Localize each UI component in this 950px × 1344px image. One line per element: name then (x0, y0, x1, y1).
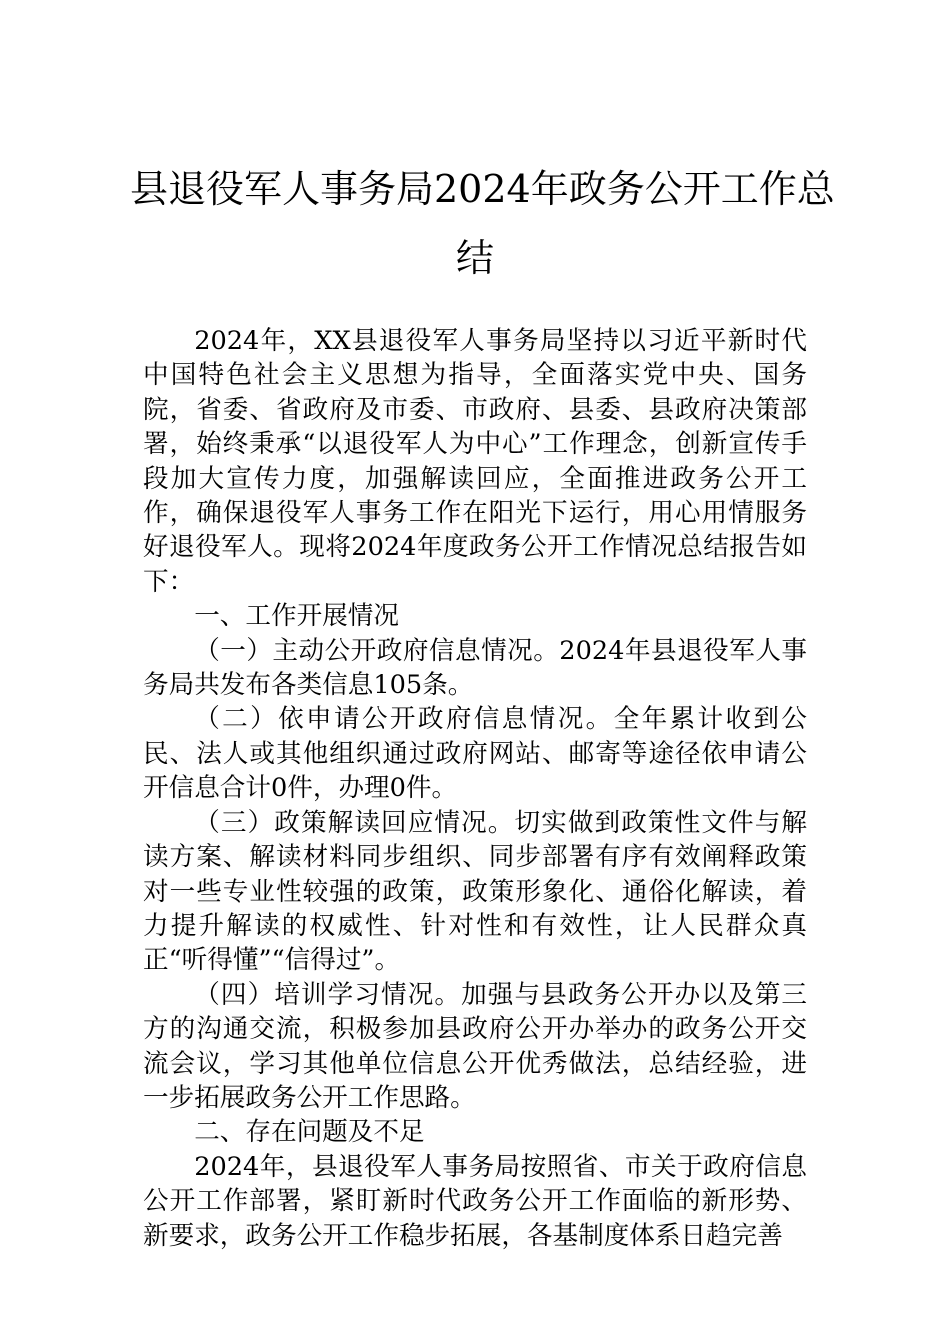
problems-paragraph: 2024年，县退役军人事务局按照省、市关于政府信息公开工作部署，紧盯新时代政务公开工作面临的新形势、新要求，政务公开工作稳步拓展，各基制度体系日趋完善 (143, 1151, 807, 1251)
subsection-proactive-disclosure: （一）主动公开政府信息情况。2024年县退役军人事务局共发布各类信息105条。 (143, 635, 807, 701)
intro-paragraph: 2024年，XX县退役军人事务局坚持以习近平新时代中国特色社会主义思想为指导，全面落实党中央、国务院，省委、省政府及市委、市政府、县委、县政府决策部署，始终秉承“以退役军人为中心”工作理念，创新宣传手段加大宣传力度，加强解读回应，全面推进政务公开工作，确保退役军人事务工作在阳光下运行，用心用情服务好退役军人。现将2024年度政务公开工作情况总结报告如下： (143, 326, 807, 597)
section-heading-problems: 二、存在问题及不足 (194, 1117, 425, 1148)
subsection-training-study: （四）培训学习情况。加强与县政务公开办以及第三方的沟通交流，积极参加县政府公开办举办的政务公开交流会议，学习其他单位信息公开优秀做法，总结经验，进一步拓展政务公开工作思路。 (143, 979, 807, 1113)
section-heading-work-progress: 一、工作开展情况 (194, 601, 399, 632)
subsection-disclosure-on-request: （二）依申请公开政府信息情况。全年累计收到公民、法人或其他组织通过政府网站、邮寄等途径依申请公开信息合计0件，办理0件。 (143, 704, 807, 804)
subsection-policy-interpretation: （三）政策解读回应情况。切实做到政策性文件与解读方案、解读材料同步组织、同步部署有序有效阐释政策对一些专业性较强的政策，政策形象化、通俗化解读，着力提升解读的权威性、针对性和有效性，让人民群众真正“听得懂”“信得过”。 (143, 807, 807, 976)
document-body (143, 324, 807, 1253)
document-title-line-2: 结 (455, 236, 494, 280)
document-title-line-1: 县退役军人事务局2024年政务公开工作总 (130, 167, 835, 211)
